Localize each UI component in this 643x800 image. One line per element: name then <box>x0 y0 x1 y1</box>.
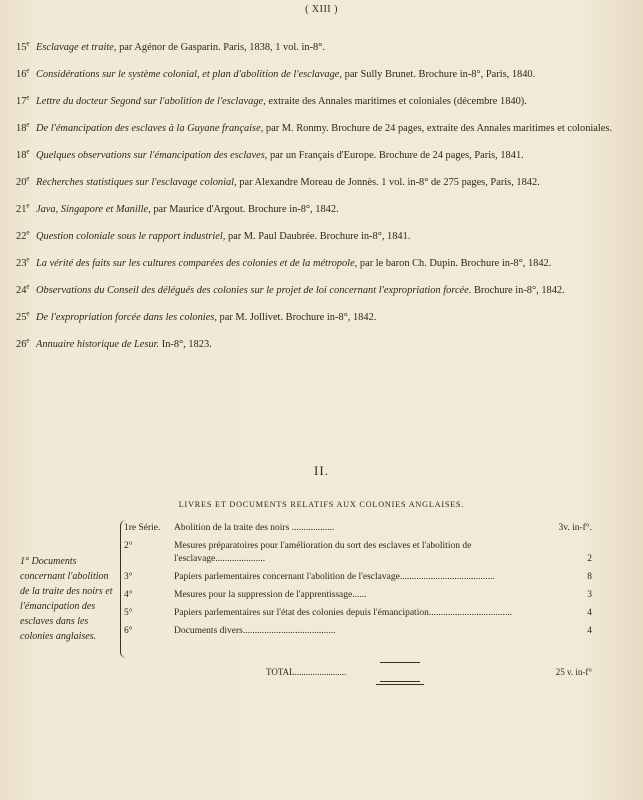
total-rule-bottom-2 <box>376 684 424 685</box>
entry-details: par Sully Brunet. Brochure in-8°, Paris, 1840. <box>342 69 536 80</box>
bibliography-entry <box>16 256 621 272</box>
row-value: 3v. in-f°. <box>558 523 592 533</box>
bibliography-entry <box>16 337 621 353</box>
entry-details: par M. Ronmy. Brochure de 24 pages, extraite des Annales maritimes et coloniales. <box>263 123 613 134</box>
bibliography-entry <box>16 121 621 137</box>
row-text: Papiers parlementaires sur l'état des colonies depuis l'émancipation................................... <box>174 608 512 618</box>
section-number: II. <box>314 463 329 478</box>
entry-details: par un Français d'Europe. Brochure de 24 pages, Paris, 1841. <box>267 150 524 161</box>
side-label: 1° Documents concernant l'abolition de la traite des noirs et l'émancipation des esclaves dans les colonies anglaises. <box>20 556 113 642</box>
entry-number: 16e <box>16 66 30 80</box>
entry-title: Recherches statistiques sur l'esclavage colonial, <box>36 177 237 188</box>
entry-title: Esclavage et traite, <box>36 42 117 53</box>
entry-title: Quelques observations sur l'émancipation des esclaves, <box>36 150 268 161</box>
bibliography-entry <box>16 94 621 110</box>
entry-title: Java, Singapore et Manille, <box>36 204 151 215</box>
entry-number: 17e <box>16 93 30 107</box>
total-rule-bottom <box>380 681 420 682</box>
row-number: 1re Série. <box>124 523 161 533</box>
bibliography-entry <box>16 67 621 83</box>
entry-number: 18e <box>16 147 30 161</box>
entry-number: 18e <box>16 120 30 134</box>
entry-details: par Alexandre Moreau de Jonnès. 1 vol. in-8° de 275 pages, Paris, 1842. <box>236 177 540 188</box>
entry-title: De l'expropriation forcée dans les colonies, <box>36 312 217 323</box>
entry-number: 20e <box>16 174 30 188</box>
entry-details: In-8°, 1823. <box>159 339 212 350</box>
bibliography-entry <box>16 229 621 245</box>
bibliography-entry <box>16 310 621 326</box>
row-value: 3 <box>587 590 592 600</box>
row-text: Mesures pour la suppression de l'apprentissage...... <box>174 590 367 600</box>
table-row <box>124 540 606 566</box>
entry-title: Observations du Conseil des délégués des colonies sur le projet de loi concernant l'expropriation forcée. <box>36 285 472 296</box>
table-row <box>124 625 606 638</box>
entry-title: Question coloniale sous le rapport industriel, <box>36 231 226 242</box>
total-value: 25 v. in-f° <box>555 667 592 677</box>
section-title: LIVRES ET DOCUMENTS RELATIFS AUX COLONIES ANGLAISES. <box>178 500 465 509</box>
row-number: 3° <box>124 572 133 582</box>
total-rule-top <box>380 662 420 663</box>
entry-details: par M. Paul Daubrée. Brochure in-8°, 1841. <box>225 231 411 242</box>
entry-number: 22e <box>16 228 30 242</box>
row-number: 6° <box>124 626 133 636</box>
total-row <box>266 667 606 677</box>
row-number: 4° <box>124 590 133 600</box>
row-number: 2° <box>124 541 133 551</box>
entry-details: extraite des Annales maritimes et coloniales (décembre 1840). <box>265 96 527 107</box>
row-text: Documents divers....................................... <box>174 626 336 636</box>
bibliography-entry <box>16 148 621 164</box>
row-text: Mesures préparatoires pour l'amélioration du sort des esclaves et l'abolition de l'esclavage..................... <box>174 541 472 564</box>
bibliography-entry <box>16 283 621 299</box>
bibliography-list <box>16 40 621 364</box>
row-value: 2 <box>587 554 592 564</box>
row-value: 4 <box>587 626 592 636</box>
entry-title: La vérité des faits sur les cultures comparées des colonies et de la métropole, <box>36 258 358 269</box>
bibliography-entry <box>16 202 621 218</box>
row-number: 5° <box>124 608 133 618</box>
row-value: 8 <box>587 572 592 582</box>
entry-details: par Maurice d'Argout. Brochure in-8°, 1842. <box>150 204 339 215</box>
row-value: 4 <box>587 608 592 618</box>
bibliography-entry <box>16 175 621 191</box>
entry-number: 21e <box>16 201 30 215</box>
entry-number: 24e <box>16 282 30 296</box>
entry-title: Lettre du docteur Segond sur l'abolition de l'esclavage, <box>36 96 266 107</box>
page-folio: ( XIII ) <box>305 4 338 15</box>
entry-details: par Agénor de Gasparin. Paris, 1838, 1 vol. in-8°. <box>116 42 325 53</box>
table-row <box>124 607 606 620</box>
documents-table <box>124 522 606 643</box>
row-text: Abolition de la traite des noirs .................. <box>174 523 335 533</box>
entry-details: par M. Jollivet. Brochure in-8°, 1842. <box>216 312 377 323</box>
entry-details: par le baron Ch. Dupin. Brochure in-8°, 1842. <box>357 258 552 269</box>
table-row <box>124 522 606 535</box>
row-text: Papiers parlementaires concernant l'abolition de l'esclavage........................................ <box>174 572 495 582</box>
entry-number: 15e <box>16 39 30 53</box>
total-label: TOTAL....................... <box>266 667 347 677</box>
entry-title: Considérations sur le système colonial, et plan d'abolition de l'esclavage, <box>36 69 343 80</box>
entry-number: 26e <box>16 336 30 350</box>
bibliography-entry <box>16 40 621 56</box>
entry-title: De l'émancipation des esclaves à la Guyane française, <box>36 123 264 134</box>
table-row <box>124 589 606 602</box>
table-row <box>124 571 606 584</box>
entry-details: Brochure in-8°, 1842. <box>471 285 565 296</box>
entry-number: 25e <box>16 309 30 323</box>
entry-title: Annuaire historique de Lesur. <box>36 339 160 350</box>
entry-number: 23e <box>16 255 30 269</box>
